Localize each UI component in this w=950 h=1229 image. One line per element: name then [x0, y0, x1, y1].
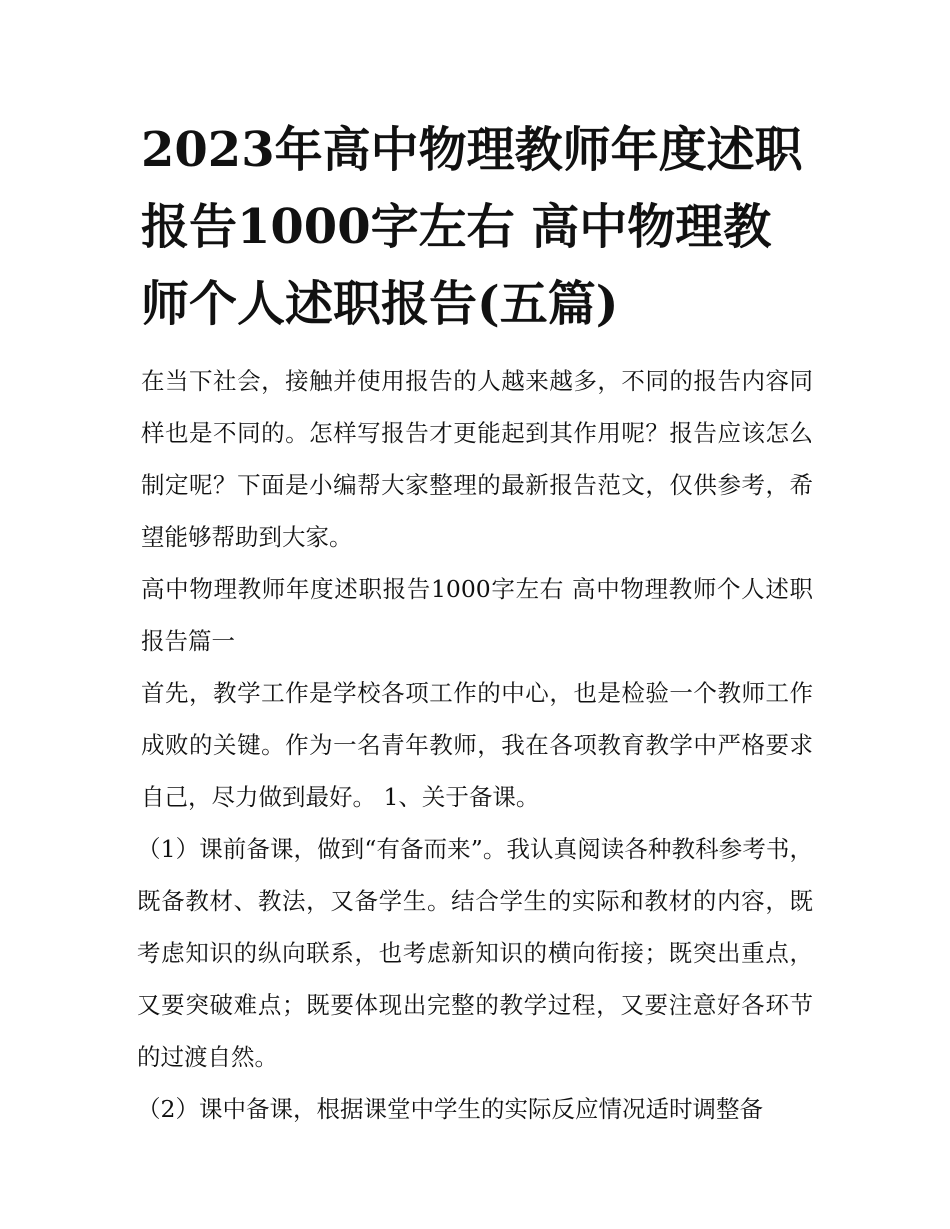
document-page	[137, 112, 813, 1135]
document-title: 2023年高中物理教师年度述职报告1000字左右 高中物理教师个人述职报告(五篇)	[141, 122, 803, 332]
list-item-2: （2）课中备课，根据课堂中学生的实际反应情况适时调整备	[137, 1095, 763, 1123]
section-heading: 高中物理教师年度述职报告1000字左右 高中物理教师个人述职报告篇一	[141, 575, 813, 655]
list-item-1: （1）课前备课，做到“有备而来”。我认真阅读各种教科参考书，既备教材、教法，又备学生。结合学生的实际和教材的内容，既考虑知识的纵向联系，也考虑新知识的横向衔接；既突出重点，又要突破难点；既要体现出完整的教学过程，又要注意好各环节的过渡自然。	[137, 835, 813, 1071]
body-paragraph: 首先，教学工作是学校各项工作的中心，也是检验一个教师工作成败的关键。作为一名青年教师，我在各项教育教学中严格要求自己，尽力做到最好。 1、关于备课。	[141, 679, 813, 811]
intro-paragraph: 在当下社会，接触并使用报告的人越来越多，不同的报告内容同样也是不同的。怎样写报告才更能起到其作用呢？报告应该怎么制定呢？下面是小编帮大家整理的最新报告范文，仅供参考，希望能够帮助到大家。	[141, 367, 813, 551]
